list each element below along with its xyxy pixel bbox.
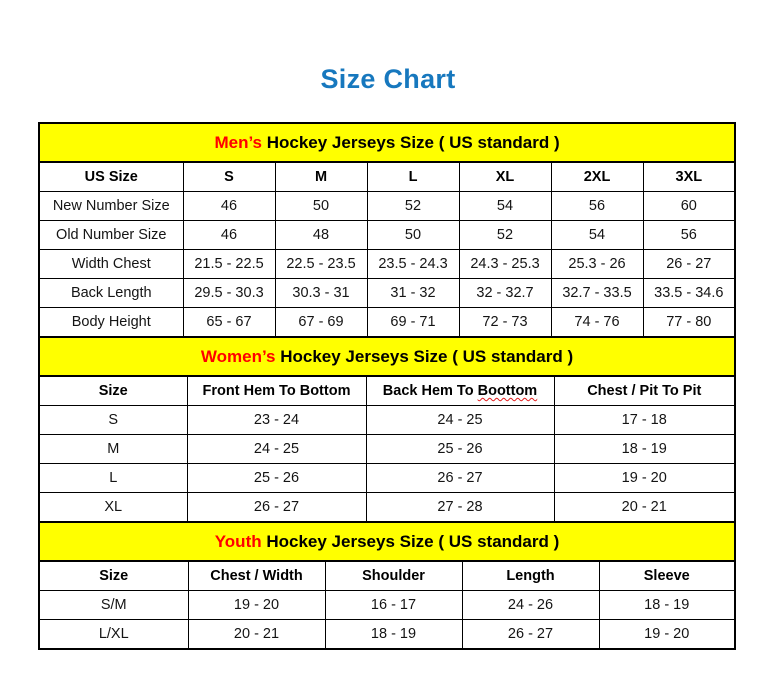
table-cell: 60: [643, 192, 735, 221]
mens-banner: [39, 123, 735, 162]
column-header: Chest / Width: [188, 561, 325, 591]
table-row: [39, 493, 735, 523]
table-row: [39, 435, 735, 464]
row-label: Old Number Size: [39, 221, 183, 250]
table-cell: 18 - 19: [554, 435, 735, 464]
row-label: S: [39, 406, 187, 435]
table-cell: 31 - 32: [367, 279, 459, 308]
youth-banner-highlight: Youth: [214, 531, 262, 551]
table-cell: 56: [643, 221, 735, 250]
table-cell: 50: [275, 192, 367, 221]
mens-header-row: [39, 162, 735, 192]
table-cell: 19 - 20: [599, 620, 735, 650]
table-cell: 22.5 - 23.5: [275, 250, 367, 279]
table-cell: 26 - 27: [643, 250, 735, 279]
table-cell: 46: [183, 221, 275, 250]
table-cell: 19 - 20: [554, 464, 735, 493]
row-label: M: [39, 435, 187, 464]
table-row: [39, 620, 735, 650]
size-tables-container: [38, 122, 734, 650]
youth-header-row: [39, 561, 735, 591]
table-cell: 32 - 32.7: [459, 279, 551, 308]
table-cell: 20 - 21: [554, 493, 735, 523]
table-cell: 24 - 25: [366, 406, 554, 435]
womens-banner-highlight: Women’s: [200, 346, 276, 366]
table-cell: 26 - 27: [187, 493, 366, 523]
table-cell: 17 - 18: [554, 406, 735, 435]
table-row: [39, 221, 735, 250]
column-header-prefix: Back Hem To: [382, 383, 478, 399]
table-cell: 25 - 26: [366, 435, 554, 464]
column-header-misspelled: [366, 376, 554, 406]
table-cell: 25.3 - 26: [551, 250, 643, 279]
table-cell: 26 - 27: [462, 620, 599, 650]
mens-banner-row: [39, 123, 735, 162]
misspelled-word: Boottom: [477, 383, 538, 399]
table-cell: 18 - 19: [325, 620, 462, 650]
table-cell: 77 - 80: [643, 308, 735, 338]
row-label: New Number Size: [39, 192, 183, 221]
table-cell: 52: [367, 192, 459, 221]
table-row: [39, 279, 735, 308]
table-cell: 19 - 20: [188, 591, 325, 620]
table-row: [39, 591, 735, 620]
table-cell: 29.5 - 30.3: [183, 279, 275, 308]
table-cell: 50: [367, 221, 459, 250]
table-cell: 52: [459, 221, 551, 250]
column-header: Front Hem To Bottom: [187, 376, 366, 406]
table-cell: 56: [551, 192, 643, 221]
column-header: US Size: [39, 162, 183, 192]
table-cell: 24 - 26: [462, 591, 599, 620]
row-label: S/M: [39, 591, 188, 620]
table-cell: 21.5 - 22.5: [183, 250, 275, 279]
column-header: Chest / Pit To Pit: [554, 376, 735, 406]
table-row: [39, 250, 735, 279]
table-cell: 18 - 19: [599, 591, 735, 620]
column-header: Sleeve: [599, 561, 735, 591]
column-header: Size: [39, 376, 187, 406]
mens-banner-rest: Hockey Jerseys Size ( US standard ): [262, 132, 560, 152]
row-label: Width Chest: [39, 250, 183, 279]
row-label: XL: [39, 493, 187, 523]
column-header: L: [367, 162, 459, 192]
column-header: Shoulder: [325, 561, 462, 591]
table-cell: 25 - 26: [187, 464, 366, 493]
table-cell: 48: [275, 221, 367, 250]
table-cell: 65 - 67: [183, 308, 275, 338]
table-cell: 33.5 - 34.6: [643, 279, 735, 308]
youth-banner-rest: Hockey Jerseys Size ( US standard ): [261, 531, 560, 551]
column-header: XL: [459, 162, 551, 192]
table-cell: 32.7 - 33.5: [551, 279, 643, 308]
column-header: Length: [462, 561, 599, 591]
womens-size-table: [38, 336, 736, 523]
table-cell: 72 - 73: [459, 308, 551, 338]
column-header: M: [275, 162, 367, 192]
table-cell: 74 - 76: [551, 308, 643, 338]
womens-banner-row: [39, 337, 735, 376]
mens-banner-highlight: Men’s: [214, 132, 262, 152]
column-header: Size: [39, 561, 188, 591]
table-row: [39, 192, 735, 221]
row-label: Back Length: [39, 279, 183, 308]
table-cell: 26 - 27: [366, 464, 554, 493]
table-row: [39, 406, 735, 435]
table-row: [39, 464, 735, 493]
row-label: L/XL: [39, 620, 188, 650]
table-cell: 69 - 71: [367, 308, 459, 338]
table-cell: 30.3 - 31: [275, 279, 367, 308]
table-cell: 16 - 17: [325, 591, 462, 620]
table-cell: 54: [459, 192, 551, 221]
page-title: Size Chart: [320, 64, 456, 94]
youth-banner: [39, 522, 735, 561]
table-cell: 23 - 24: [187, 406, 366, 435]
womens-banner-rest: Hockey Jerseys Size ( US standard ): [275, 346, 574, 366]
mens-size-table: [38, 122, 736, 338]
table-cell: 27 - 28: [366, 493, 554, 523]
table-row: [39, 308, 735, 338]
womens-header-row: [39, 376, 735, 406]
womens-banner: [39, 337, 735, 376]
table-cell: 23.5 - 24.3: [367, 250, 459, 279]
youth-size-table: [38, 521, 736, 650]
column-header: S: [183, 162, 275, 192]
column-header: 3XL: [643, 162, 735, 192]
table-cell: 24.3 - 25.3: [459, 250, 551, 279]
row-label: L: [39, 464, 187, 493]
table-cell: 20 - 21: [188, 620, 325, 650]
table-cell: 54: [551, 221, 643, 250]
table-cell: 67 - 69: [275, 308, 367, 338]
table-cell: 24 - 25: [187, 435, 366, 464]
column-header: 2XL: [551, 162, 643, 192]
row-label: Body Height: [39, 308, 183, 338]
youth-banner-row: [39, 522, 735, 561]
table-cell: 46: [183, 192, 275, 221]
